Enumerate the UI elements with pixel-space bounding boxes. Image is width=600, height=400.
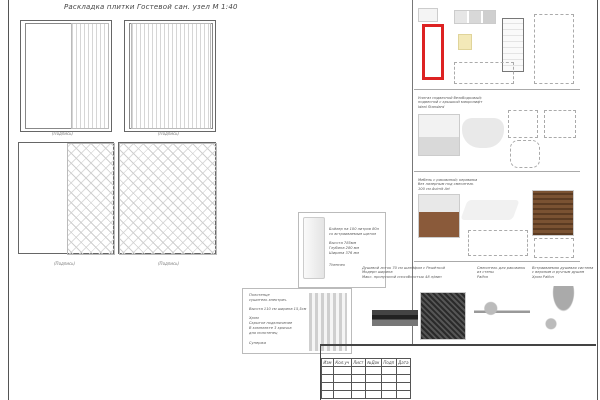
drain-grate-photo (420, 292, 466, 340)
plan-stamp: (Подпись) (158, 261, 180, 266)
toilet-dimension-drawing (508, 110, 538, 138)
vanity-dimension-drawing (468, 230, 528, 256)
title-block-header: Лист (353, 360, 364, 365)
plan-stamp: (Подпись) (158, 131, 180, 136)
boiler-spec-line: Глубина 280 мм (329, 246, 360, 250)
vanity-side-drawing (534, 238, 574, 258)
install-frame-image (422, 24, 444, 80)
divider-line (412, 0, 413, 345)
side-dimension-drawing (534, 14, 574, 84)
tile-pattern-herringbone (119, 143, 217, 255)
wood-sample-image (532, 190, 574, 236)
shower-photo (536, 286, 586, 340)
title-block-header: Кол.уч (333, 359, 351, 367)
wall-elevation-3 (18, 142, 114, 254)
tile-pattern (131, 23, 211, 129)
title-block-header: Подп (383, 360, 395, 365)
installation-section (414, 4, 580, 90)
toilet-bowl-image (462, 118, 504, 148)
shower-note: Встраиваемая душевая система с верхним и ручным душем Хром Palfon (532, 266, 594, 279)
toilet-section (414, 92, 580, 172)
vanity-photo (418, 194, 460, 238)
sink-image (460, 200, 519, 220)
boiler-spec-line: Высота 785мм (329, 241, 357, 245)
towel-rail-spec: Полотенце (249, 293, 270, 297)
sheet-title: Раскладка плитки Гостевой сан. узел М 1:40 (64, 3, 238, 11)
boiler-spec-line: со встраиваемым щитом (329, 232, 376, 236)
flush-buttons-image (454, 10, 496, 24)
vanity-note: Мебель с раковиной; керамика без лазерным под смеситель 100 см Avimit Art (418, 178, 478, 191)
title-block-header: Дата (398, 360, 409, 365)
towel-rail-spec: Высота 110 см ширина 15,5см (249, 307, 307, 311)
towel-rail-spec: сушитель электрич. (249, 298, 288, 302)
dimension-drawing (454, 62, 514, 84)
bracket-image (458, 34, 472, 50)
title-block (320, 344, 596, 400)
towel-rail-spec: для полотенец (249, 331, 278, 335)
title-block-header: Изм (323, 360, 332, 365)
toilet-side-drawing (544, 110, 576, 138)
mixer-note: Смеситель для раковины из стены Palfon (477, 266, 526, 279)
flush-panel-image (418, 8, 438, 22)
boiler-image (303, 217, 325, 279)
toilet-interior-photo (418, 114, 460, 156)
toilet-note: Унитаз подвесной безободковый; подвесной с крышкой микролифт Ideal Standard (418, 96, 483, 109)
mixer-photo (474, 290, 530, 336)
plan-stamp: (Подпись) (52, 131, 74, 136)
towel-rail-spec: Хром (249, 316, 259, 320)
title-block-header: №Док (367, 360, 380, 365)
toilet-top-drawing (510, 140, 540, 168)
towel-rail-spec: Скрытое подключение (249, 321, 293, 325)
boiler-spec-line: Бойлер на 100 литров 80л (329, 227, 379, 231)
tile-pattern-herringbone (67, 143, 115, 255)
towel-rail-image (309, 293, 347, 351)
drain-photo (372, 310, 418, 326)
boiler-spec-line: Ширина 376 мм (329, 251, 359, 255)
towel-rail-brand: Сунержа (249, 341, 266, 345)
boiler-brand: Thermex (329, 263, 345, 267)
tile-pattern (71, 23, 109, 129)
wall-elevation-2 (124, 20, 216, 132)
drain-note: Душевой лоток 70 см шлейфом с Решёткой Модерн ширина Макс. пропускной способностью 48 л/мин (362, 266, 445, 279)
wall-elevation-4 (118, 142, 216, 254)
vanity-section (414, 174, 580, 262)
wall-elevation-1 (20, 20, 112, 132)
plan-stamp: (Подпись) (54, 261, 76, 266)
towel-rail-spec: В комплекте 3 крючка (249, 326, 292, 330)
